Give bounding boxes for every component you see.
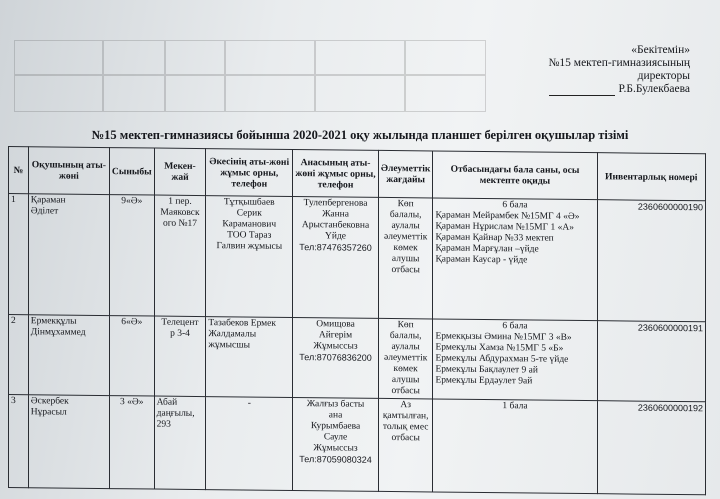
- approval-director-name: Р.Б.Булекбаева: [618, 83, 690, 95]
- cell-social: Аз қамтылған, толық емес отбасы: [378, 398, 433, 492]
- table-row: [9, 315, 706, 402]
- cell-grade: 9«Ә»: [109, 195, 154, 316]
- cell-num: 3: [9, 395, 29, 488]
- cell-name: Ермекқұлы Дінмұхаммед: [28, 315, 109, 396]
- cell-name: Әскербек Нұрасыл: [28, 395, 109, 489]
- cell-inventory: 2360600000192: [597, 401, 706, 495]
- cell-father: Тұтқышбаев Серик Караманович ТОО Тараз Галвин жұмысы: [206, 196, 293, 318]
- students-table: [8, 146, 706, 495]
- cell-num: 1: [9, 194, 29, 315]
- cell-grade: 6«Ә»: [109, 316, 154, 396]
- cell-inventory: 2360600000190: [597, 200, 706, 322]
- col-header-father: Әкесінің аты-жөні жұмыс орны, телефон: [206, 149, 293, 197]
- cell-grade: 3 «Ә»: [109, 396, 154, 489]
- cell-address: Абай даңғылы, 293: [154, 396, 206, 490]
- cell-children: 6 бала Ермекқызы Әмина №15МГ 3 «В» Ермекұлы Хамза №15МГ 5 «Б» Ермекұлы Абдурахман 5-те үйде Ермекұлы Бақлаулет 9 ай Ермекұлы Ердәулет 9ай: [433, 319, 597, 401]
- approval-position: директоры: [637, 70, 690, 82]
- cell-mother: Тулепбергенова Жанна Арыстанбековна Үйде Тел:87476357260: [293, 196, 379, 318]
- approval-school: №15 мектеп-гимназиясының: [548, 57, 690, 69]
- cell-mother: Омищова Айгерім Жұмыссыз Тел:87076836200: [293, 317, 379, 398]
- col-header-mother: Анасының аты-жөні жұмыс орны, телефон: [293, 149, 379, 197]
- table-row: [9, 194, 706, 322]
- table-row: [9, 395, 706, 495]
- cell-mother: Жалғыз басты ана Курымбаева Сауле Жұмыссыз Тел:87059080324: [293, 397, 379, 491]
- bleed-through-grid: [14, 40, 484, 110]
- col-header-children: Отбасындағы бала саны, осы мектепте оқиды: [433, 151, 597, 200]
- col-header-grade: Сыныбы: [109, 148, 154, 195]
- cell-children: 1 бала: [433, 399, 597, 494]
- col-header-social: Әлеуметтік жағдайы: [378, 150, 433, 198]
- cell-children: 6 бала Қараман Мейрамбек №15МГ 4 «Ә» Қараман Нұрислам №15МГ 1 «А» Қараман Қайнар №33 мектеп Қараман Марғұлан –үйде Қараман Каусар - үйде: [433, 198, 597, 321]
- cell-social: Көп балалы, аулалы әлеуметтік көмек алушы отбасы: [378, 197, 433, 319]
- approval-block: [548, 44, 690, 96]
- cell-num: 2: [9, 315, 29, 395]
- signature-line: [549, 95, 615, 96]
- cell-address: Телецент р 3-4: [154, 316, 206, 397]
- col-header-inventory: Инвентарлық номері: [597, 153, 706, 201]
- cell-address: 1 пер. Маяковск ого №17: [154, 195, 206, 317]
- cell-father: -: [206, 397, 293, 491]
- approval-signature-line: [548, 83, 690, 96]
- cell-inventory: 2360600000191: [597, 321, 706, 402]
- approval-stamp-label: «Бекітемін»: [631, 44, 690, 56]
- cell-father: Тазабеков Ермек Жалдамалы жұмысшы: [206, 317, 293, 398]
- document-title: №15 мектеп-гимназиясы бойынша 2020-2021 оқу жылында планшет берілген оқушылар тізімі: [91, 128, 629, 142]
- table-header-row: [9, 147, 706, 201]
- cell-social: Көп балалы, аулалы әлеуметтік көмек алушы отбасы: [378, 318, 433, 399]
- col-header-name: Оқушының аты-жөні: [28, 147, 109, 195]
- cell-name: Қараман Әділет: [28, 194, 109, 316]
- col-header-address: Мекен-жай: [154, 148, 206, 196]
- col-header-num: №: [9, 147, 29, 194]
